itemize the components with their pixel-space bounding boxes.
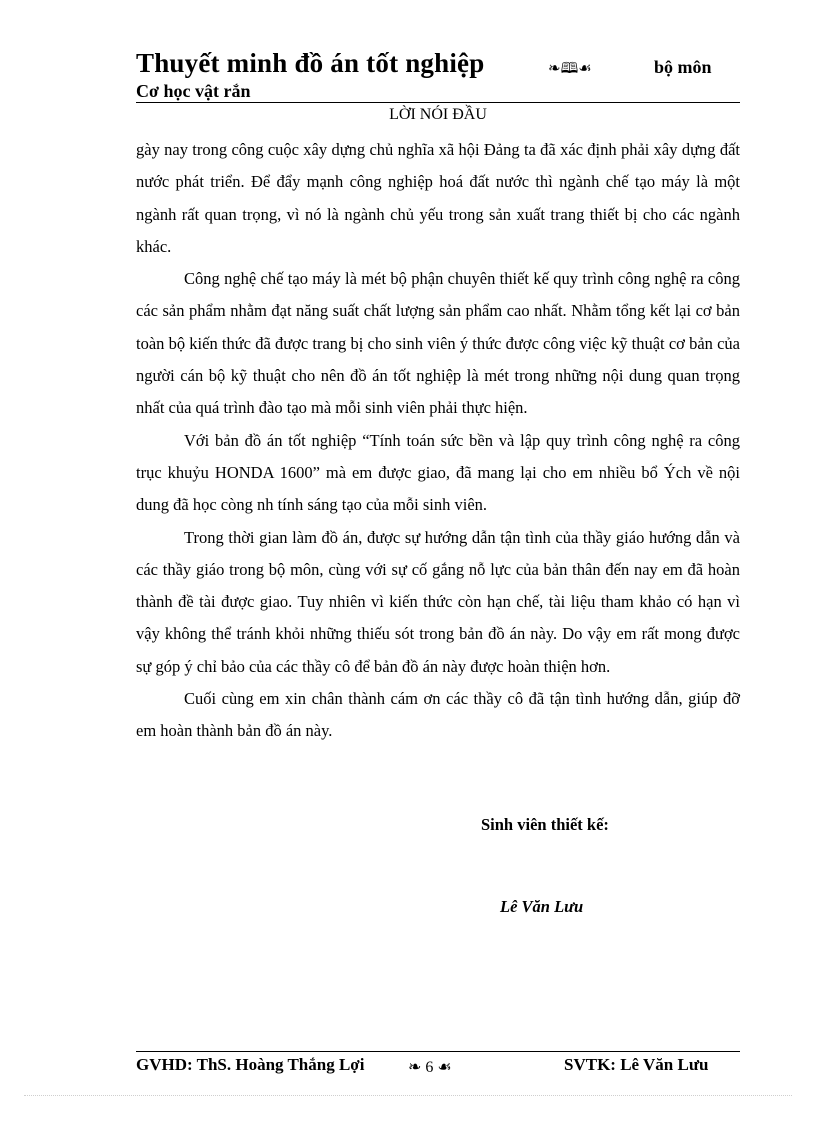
footer-divider [136,1051,740,1052]
footer-advisor: GVHD: ThS. Hoàng Thắng Lợi [136,1055,365,1074]
paragraph-5: Cuối cùng em xin chân thành cám ơn các thầy cô đã tận tình hướng dẫn, giúp đỡ em hoàn thành bản đồ án này. [136,689,740,741]
paragraph-3: Với bản đồ án tốt nghiệp “Tính toán sức bền và lập quy trình công nghệ ra công trục khuỷu HONDA 1600” mà em được giao, đã mang lại cho em nhiều bổ Ých về nội dung đã học còng nh tính sáng tạo của mỗi sinh viên. [136,430,740,515]
paragraph-4: Trong thời gian làm đồ án, được sự hướng dẫn tận tình của thầy giáo hướng dẫn và các thầy giáo trong bộ môn, cùng với sự cố gắng nỗ lực của bản thân đến nay em đã hoàn thành đề tài được giao. Tuy nhiên vì kiến thức còn hạn chế, tài liệu tham khảo có hạn vì vậy không thể tránh khỏi những thiếu sót trong bản đồ án này. Do vậy em rất mong được sự góp ý chỉ bảo của các thầy cô để bản đồ án này được hoàn thiện hơn. [136,527,740,676]
body-text [136,134,740,748]
page-number: ❧ 6 ☙ [408,1059,452,1076]
document-title: Thuyết minh đồ án tốt nghiệp [136,48,485,78]
paragraph-1: gày nay trong công cuộc xây dựng chủ nghĩa xã hội Đảng ta đã xác định phải xây dựng đất nước phát triển. Để đẩy mạnh công nghiệp hoá đất nước thì ngành chế tạo máy là một ngành rất quan trọng, vì nó là ngành chủ yếu trong sản xuất trang thiết bị cho các ngành khác. [136,140,740,256]
page-edge-divider [24,1095,792,1096]
signature-label: Sinh viên thiết kế: [481,815,609,834]
paragraph-2: Công nghệ chế tạo máy là mét bộ phận chuyên thiết kế quy trình công nghệ ra công các sản phẩm nhằm đạt năng suất chất lượng sản phẩm cao nhất. Nhằm tổng kết lại cơ bản toàn bộ kiến thức đã được trang bị cho sinh viên ý thức được công việc kỹ thuật cơ bản của người cán bộ kỹ thuật cho nên đồ án tốt nghiệp là mét trong những nội dung quan trọng nhất của quá trình đào tạo mà mỗi sinh viên phải thực hiện. [136,269,740,418]
department-label: bộ môn [654,57,712,77]
book-ornament-icon: ❧🕮☙ [548,61,592,77]
footer-student: SVTK: Lê Văn Lưu [564,1055,709,1074]
header-divider [136,102,740,103]
subject-label: Cơ học vật rắn [136,81,251,101]
section-title: LỜI NÓI ĐẦU [389,106,487,123]
signature-name: Lê Văn Lưu [500,897,584,916]
